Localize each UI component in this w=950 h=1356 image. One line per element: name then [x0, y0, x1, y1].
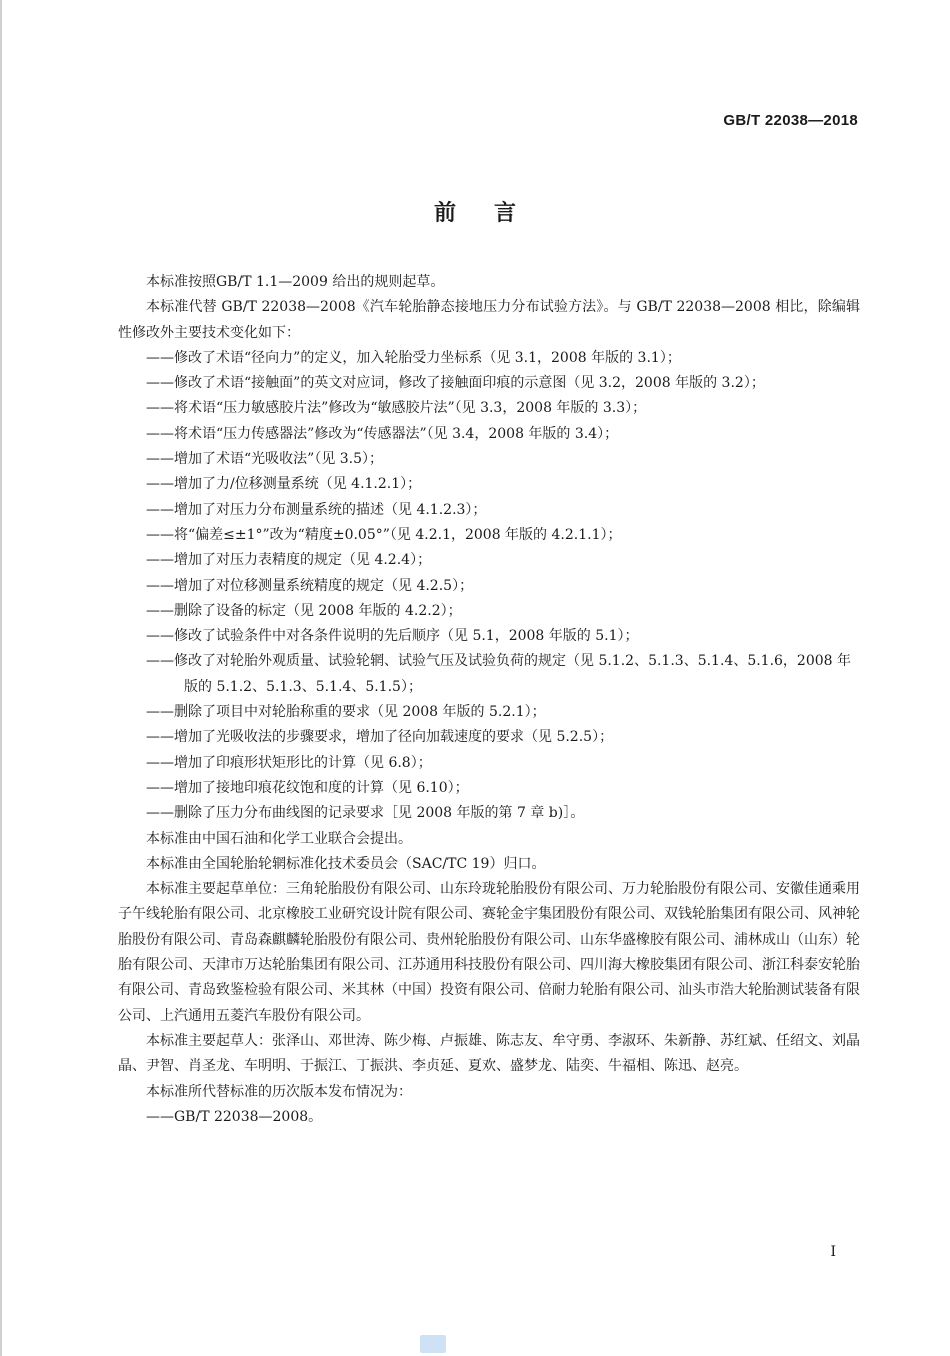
change-item: ——增加了光吸收法的步骤要求，增加了径向加载速度的要求（见 5.2.5）；	[146, 729, 614, 746]
change-item: ——将术语“压力敏感胶片法”修改为“敏感胶片法”（见 3.3，2008 年版的 3.3）；	[146, 400, 647, 417]
standard-code: GB/T 22038—2018	[723, 112, 858, 129]
change-item: ——修改了试验条件中对各条件说明的先后顺序（见 5.1，2008 年版的 5.1）；	[146, 628, 639, 645]
change-item: ——增加了对压力表精度的规定（见 4.2.4）；	[146, 552, 432, 569]
change-item: ——修改了术语“径向力”的定义，加入轮胎受力坐标系（见 3.1，2008 年版的 3.1）；	[146, 349, 681, 366]
change-item: ——修改了术语“接触面”的英文对应词，修改了接触面印痕的示意图（见 3.2，2008 年版的 3.2）；	[146, 375, 765, 392]
drafting-units-paragraph: 本标准主要起草单位：三角轮胎股份有限公司、山东玲珑轮胎股份有限公司、万力轮胎股份有限公司、安徽佳通乘用子午线轮胎有限公司、北京橡胶工业研究设计院有限公司、赛轮金宇集团股份有限公司、双钱轮胎集团有限公司、风神轮胎股份有限公司、青岛森麒麟轮胎股份有限公司、贵州轮胎股份有限公司、山东华盛橡胶有限公司、浦林成山（山东）轮胎有限公司、天津市万达轮胎集团有限公司、江苏通用科技股份有限公司、四川海大橡胶集团有限公司、浙江科泰安轮胎有限公司、青岛致鉴检验有限公司、米其林（中国）投资有限公司、倍耐力轮胎有限公司、汕头市浩大轮胎测试装备有限公司、上汽通用五菱汽车股份有限公司。	[118, 881, 860, 1024]
history-item: ——GB/T 22038—2008。	[146, 1108, 323, 1125]
paragraph: 本标准所代替标准的历次版本发布情况为：	[146, 1083, 412, 1100]
change-item: ——增加了对位移测量系统精度的规定（见 4.2.5）；	[146, 577, 474, 594]
change-item: ——增加了力/位移测量系统（见 4.1.2.1）；	[146, 476, 422, 493]
change-item: ——修改了对轮胎外观质量、试验轮辋、试验气压及试验负荷的规定（见 5.1.2、5.1.3、5.1.4、5.1.6，2008 年版的 5.1.2、5.1.3、5.1.4、5.1.5）；	[146, 653, 852, 695]
drafters-paragraph: 本标准主要起草人：张泽山、邓世涛、陈少梅、卢振雄、陈志友、牟守勇、李淑环、朱新静、苏红斌、任绍文、刘晶晶、尹智、肖圣龙、车明明、于振江、丁振洪、李贞延、夏欢、盛梦龙、陆奕、牛福相、陈迅、赵亮。	[118, 1032, 860, 1075]
paragraph: 本标准代替 GB/T 22038—2008《汽车轮胎静态接地压力分布试验方法》。与 GB/T 22038—2008 相比，除编辑性修改外主要技术变化如下：	[118, 299, 860, 341]
paragraph: 本标准按照GB/T 1.1—2009 给出的规则起草。	[146, 274, 445, 290]
change-item: ——删除了压力分布曲线图的记录要求［见 2008 年版的第 7 章 b)］。	[146, 805, 585, 822]
change-item: ——增加了对压力分布测量系统的描述（见 4.1.2.3）；	[146, 501, 487, 518]
change-item: ——删除了项目中对轮胎称重的要求（见 2008 年版的 5.2.1）；	[146, 704, 546, 721]
change-item: ——增加了印痕形状矩形比的计算（见 6.8）；	[146, 754, 432, 771]
paragraph: 本标准由全国轮胎轮辋标准化技术委员会（SAC/TC 19）归口。	[146, 855, 546, 872]
change-item: ——删除了设备的标定（见 2008 年版的 4.2.2）；	[146, 602, 462, 619]
page-number: I	[830, 1244, 836, 1260]
paragraph: 本标准由中国石油和化学工业联合会提出。	[146, 830, 412, 847]
page-title: 前言	[433, 201, 554, 226]
change-item: ——增加了接地印痕花纹饱和度的计算（见 6.10）；	[146, 779, 469, 796]
scan-artifact	[420, 1335, 446, 1353]
foreword-body	[118, 270, 860, 1130]
change-item: ——将术语“压力传感器法”修改为“传感器法”（见 3.4，2008 年版的 3.4）；	[146, 425, 619, 442]
change-item: ——增加了术语“光吸收法”（见 3.5）；	[146, 451, 384, 468]
change-item: ——将“偏差≤±1°”改为“精度±0.05°”（见 4.2.1，2008 年版的 4.2.1.1）；	[146, 526, 622, 543]
